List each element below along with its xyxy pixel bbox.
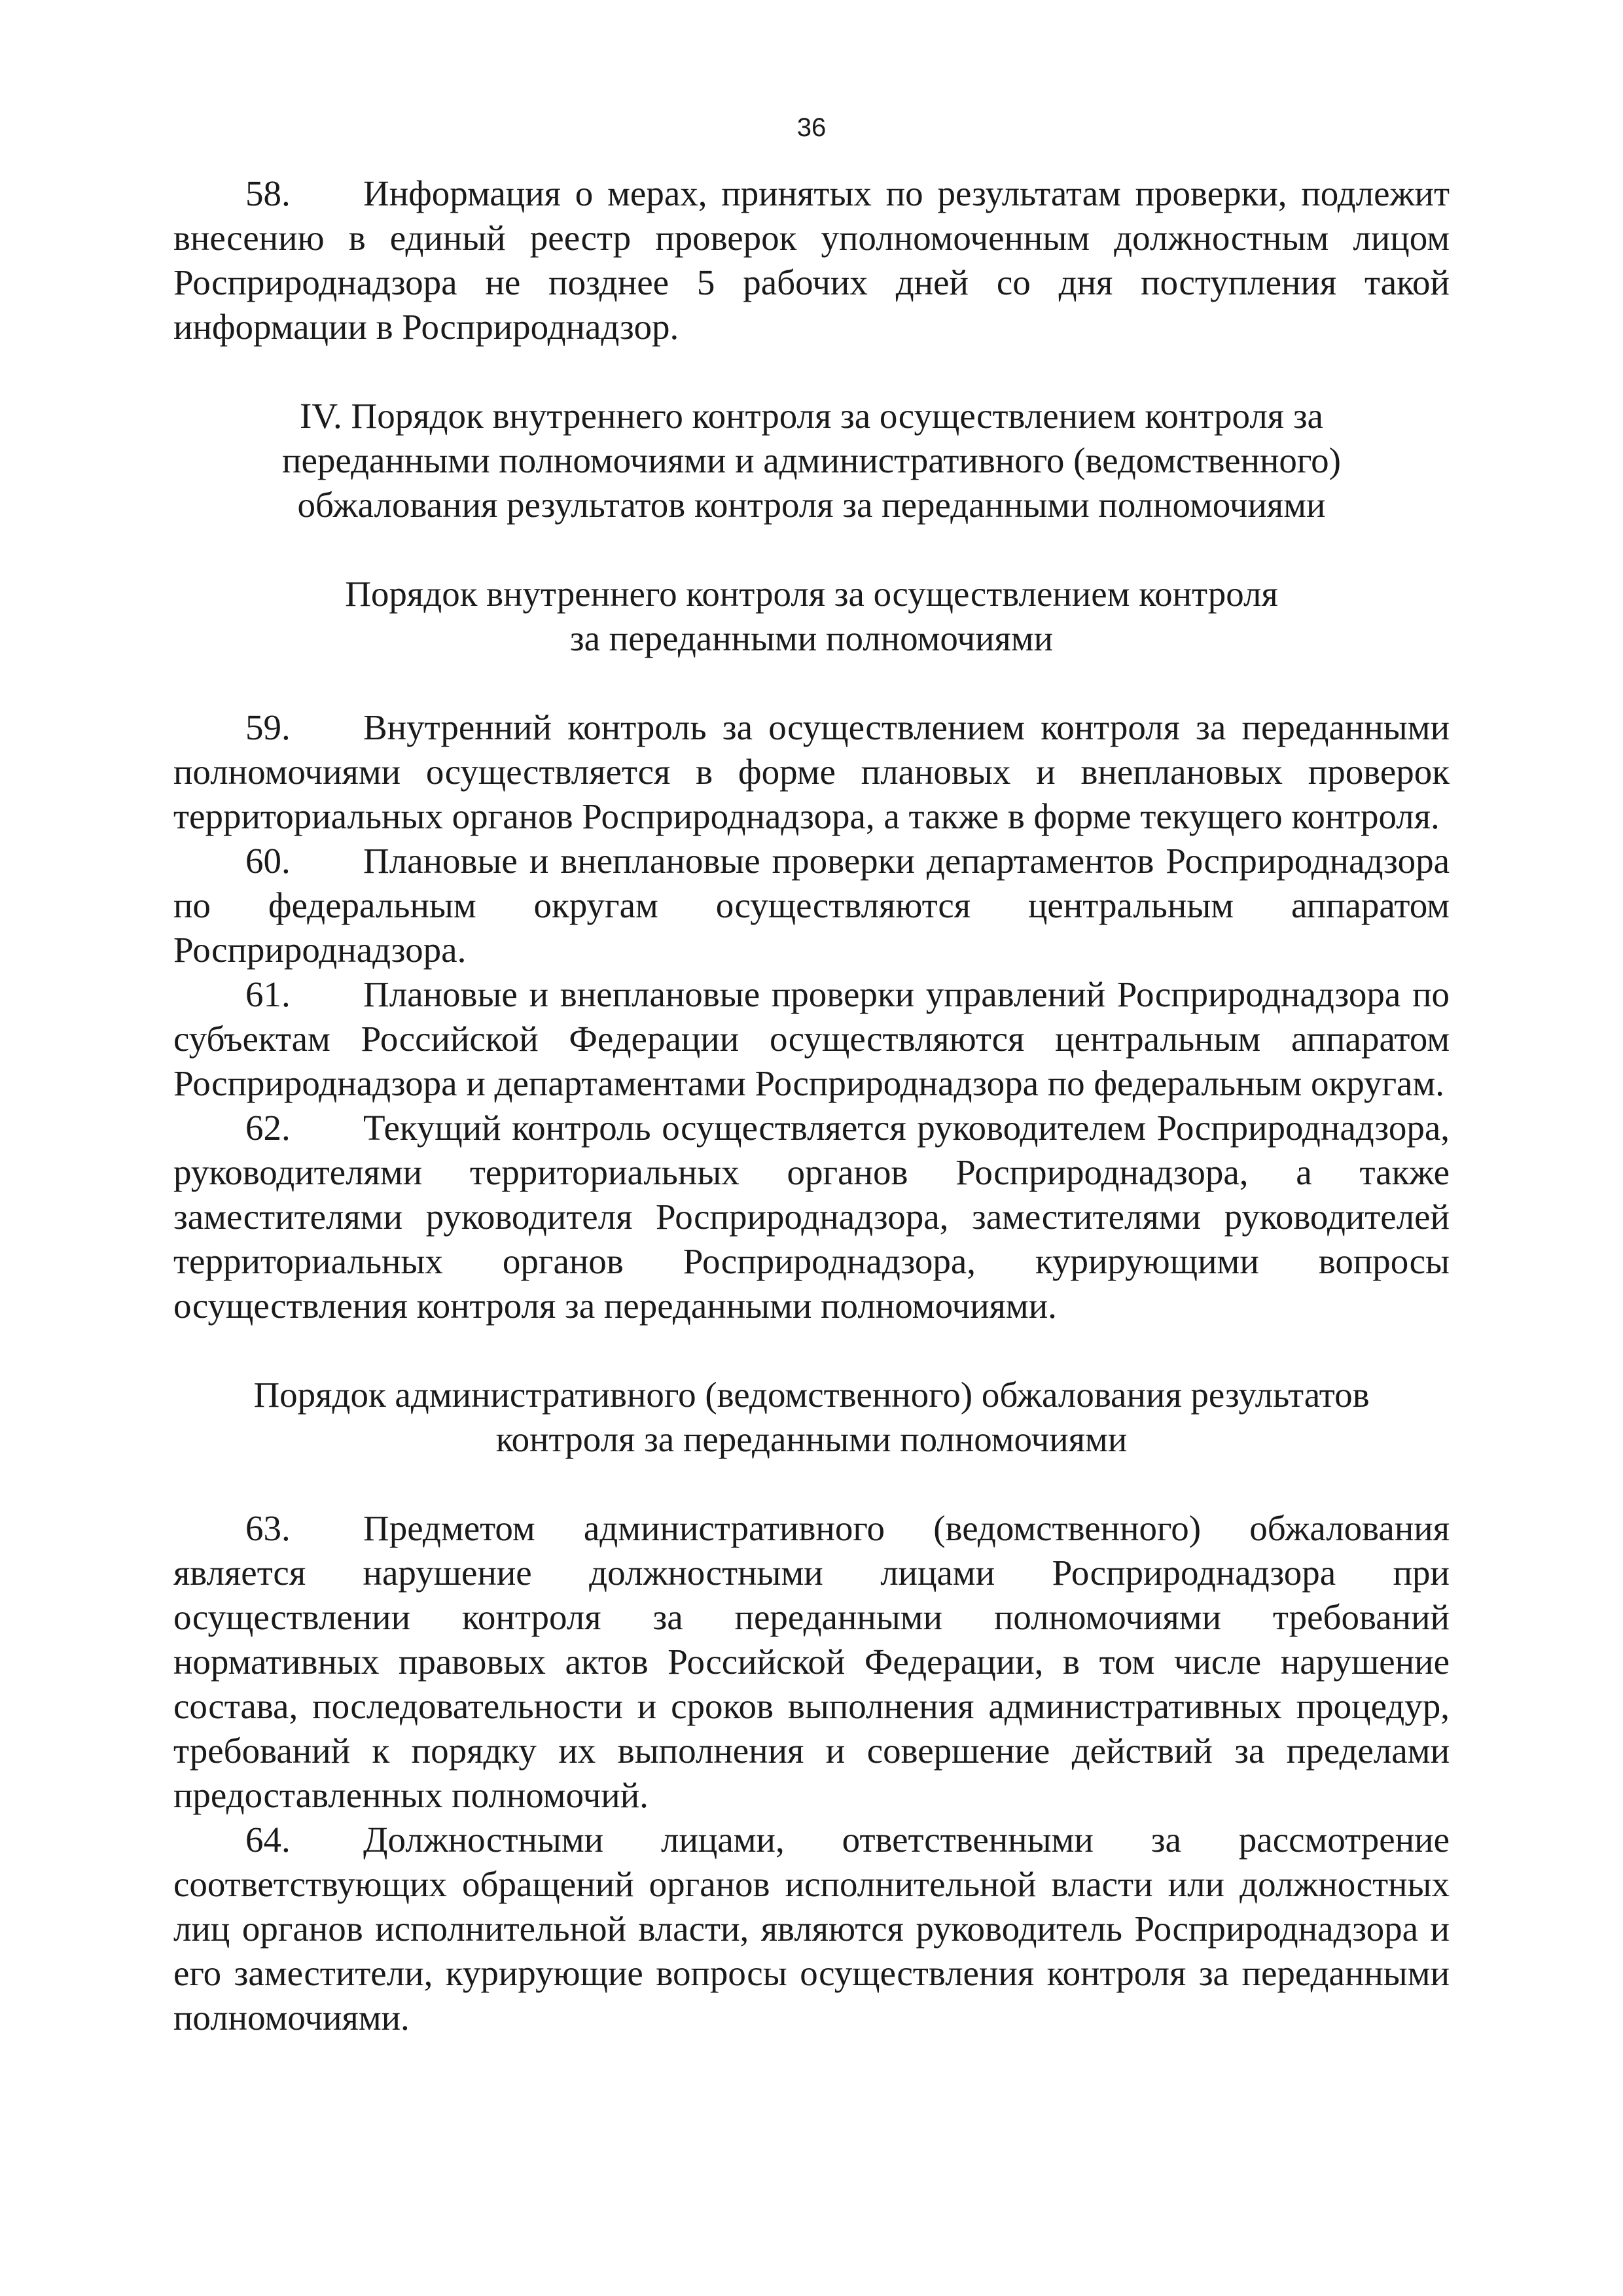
paragraph-number: 64. [245, 1820, 291, 1860]
page-content [173, 171, 1450, 2040]
spacer [173, 661, 1450, 705]
paragraph-number: 61. [245, 974, 291, 1014]
heading-line: переданными полномочиями и административного (ведомственного) [282, 440, 1341, 480]
heading-line: IV. Порядок внутреннего контроля за осуществлением контроля за [300, 396, 1323, 436]
paragraph-text: Внутренний контроль за осуществлением контроля за переданными полномочиями осуществляется в форме плановых и внеплановых проверок территориальных органов Росприроднадзора, а также в форме текущего контроля. [173, 707, 1450, 836]
paragraph-text: Плановые и внеплановые проверки департаментов Росприроднадзора по федеральным округам осуществляются центральным аппаратом Росприроднадзора. [173, 841, 1450, 970]
heading-line: обжалования результатов контроля за переданными полномочиями [297, 485, 1326, 525]
paragraph-number: 59. [245, 707, 291, 747]
heading-line: контроля за переданными полномочиями [495, 1419, 1128, 1459]
heading-line: Порядок административного (ведомственного) обжалования результатов [253, 1375, 1370, 1415]
paragraph-number: 60. [245, 841, 291, 881]
paragraph-60 [173, 839, 1450, 972]
internal-control-heading [173, 572, 1450, 661]
paragraph-63 [173, 1506, 1450, 1818]
paragraph-text: Текущий контроль осуществляется руководителем Росприроднадзора, руководителями территориальных органов Росприроднадзора, а также заместителями руководителя Росприроднадзора, заместителями руководителей территориальных органов Росприроднадзора, курирующими вопросы осуществления контроля за переданными полномочиями. [173, 1108, 1450, 1326]
paragraph-61 [173, 972, 1450, 1106]
paragraph-text: Плановые и внеплановые проверки управлений Росприроднадзора по субъектам Российской Федерации осуществляются центральным аппаратом Росприроднадзора и департаментами Росприроднадзора по федеральным округам. [173, 974, 1450, 1103]
heading-line: за переданными полномочиями [569, 618, 1054, 658]
paragraph-number: 63. [245, 1508, 291, 1548]
heading-line: Порядок внутреннего контроля за осуществлением контроля [345, 574, 1278, 614]
paragraph-59 [173, 705, 1450, 839]
paragraph-number: 62. [245, 1108, 291, 1148]
appeal-heading [173, 1373, 1450, 1462]
paragraph-text: Должностными лицами, ответственными за рассмотрение соответствующих обращений органов исполнительной власти или должностных лиц органов исполнительной власти, являются руководитель Росприроднадзора и его заместители, курирующие вопросы осуществления контроля за переданными полномочиями. [173, 1820, 1450, 2038]
section-iv-heading [173, 394, 1450, 527]
spacer [173, 1462, 1450, 1506]
paragraph-text: Информация о мерах, принятых по результатам проверки, подлежит внесению в единый реестр проверок уполномоченным должностным лицом Росприроднадзора не позднее 5 рабочих дней со дня поступления такой информации в Росприроднадзор. [173, 173, 1450, 347]
paragraph-64 [173, 1818, 1450, 2040]
paragraph-text: Предметом административного (ведомственного) обжалования является нарушение должностными лицами Росприроднадзора при осуществлении контроля за переданными полномочиями требований нормативных правовых актов Российской Федерации, в том числе нарушение состава, последовательности и сроков выполнения административных процедур, требований к порядку их выполнения и совершение действий за пределами предоставленных полномочий. [173, 1508, 1450, 1815]
paragraph-62 [173, 1106, 1450, 1328]
paragraph-58 [173, 171, 1450, 349]
page-number: 36 [796, 113, 827, 142]
paragraph-number: 58. [245, 173, 291, 213]
